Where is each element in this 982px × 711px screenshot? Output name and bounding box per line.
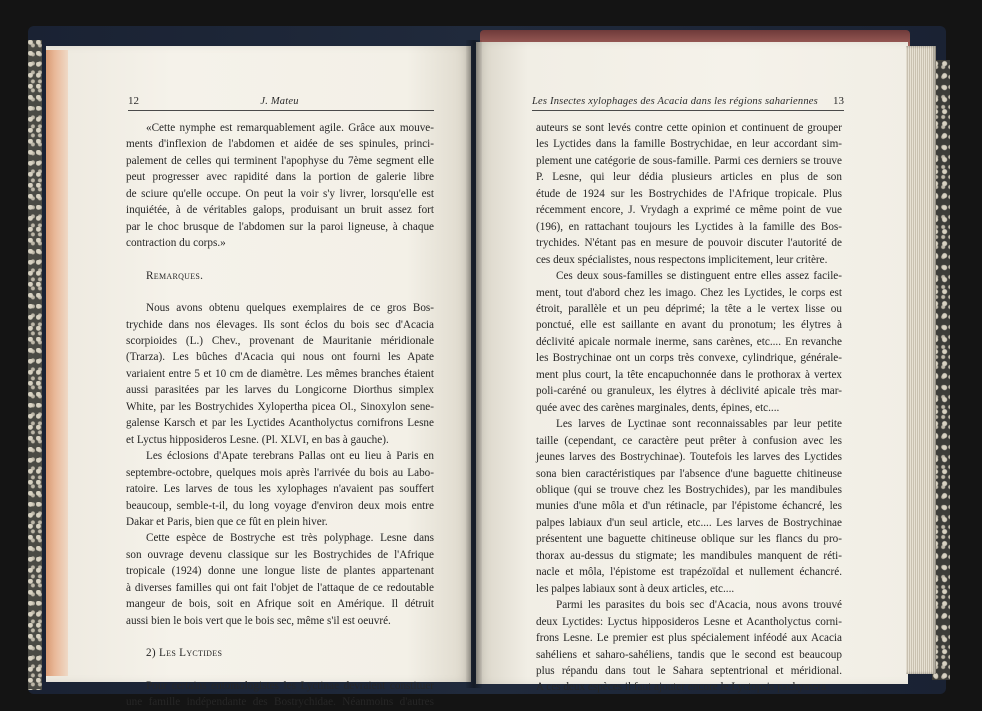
- text-line: [126, 252, 434, 268]
- text-line: son ouvrage devenu classique sur les Bostrychides de l'Afrique: [126, 548, 434, 561]
- text-line: deux Lyctides: Lyctus hipposideros Lesne et Acantholyctus corni-: [536, 615, 842, 628]
- text-line: tropicale (1924) donne une longue liste de plantes appartenant: [126, 565, 434, 578]
- right-page-number: 13: [833, 95, 844, 107]
- text-line: palement de celles qui terminent l'apophyse du 7ème segment elle: [126, 154, 434, 167]
- right-running-title: Les Insectes xylophages des Acacia dans les régions sahariennes: [532, 96, 818, 107]
- text-line: ments d'inflexion de l'abdomen et aidée de ses spinules, princi-: [126, 138, 434, 151]
- text-line: scorpioides (L.) Chev., provenant de Mauritanie méridionale: [126, 334, 434, 347]
- text-line: 2) Les Lyctides: [146, 647, 223, 660]
- text-line: trychides. N'étant pas en mesure de pouvoir discuter l'autorité de: [536, 237, 842, 250]
- text-line: aussi parasitées par les larves du Longicorne Diorthus simplex: [126, 384, 434, 397]
- right-page-header: [532, 95, 844, 111]
- cover-edge-left: [28, 40, 42, 690]
- text-line: mangeur de bois, soit en Afrique soit en Amérique. Il détruit: [126, 598, 434, 611]
- text-line: (Trarza). Les bûches d'Acacia qui nous ont fourni les Apate: [126, 351, 434, 364]
- text-line: palpes labiaux d'un seul article, etc.... Les larves de Bostrychinae: [536, 516, 842, 529]
- text-line: Les éclosions d'Apate terebrans Pallas ont eu lieu à Paris en: [146, 450, 434, 463]
- text-line: sona bien caractéristiques par l'absence d'une baguette chitineuse: [536, 467, 842, 480]
- text-line: Pour certains entomologistes les Lyctinae devraient constituer: [146, 679, 434, 692]
- text-line: auteurs se sont levés contre cette opinion et continuent de grouper: [536, 122, 842, 134]
- text-line: septembre-octobre, quelques mois après l'arrivée du bois au Labo-: [126, 466, 434, 479]
- left-running-title: J. Mateu: [260, 96, 299, 107]
- text-line: aussi bien le bois vert que le bois sec, même s'il est oeuvré.: [126, 614, 391, 627]
- text-line: [126, 662, 434, 678]
- text-line: Cette espèce de Bostryche est très polyphage. Lesne dans: [146, 532, 434, 545]
- text-line: munies d'une môla et d'un rétinacle, par l'épistome échancré, les: [536, 500, 842, 513]
- text-line: Les larves de Lyctinae sont reconnaissables par leur petite: [556, 418, 842, 431]
- text-line: inquiétée, à de véritables galops, produisant un bruit assez fort: [126, 204, 434, 217]
- text-line: contraction du corps.»: [126, 237, 226, 250]
- text-line: beaucoup, semble-t-il, du long voyage d'environ deux mois entre: [126, 499, 434, 512]
- text-line: (196), en rattachant toujours les Lyctides à la famille des Bos-: [536, 220, 842, 233]
- book-spine: [466, 40, 482, 688]
- text-line: ratoire. Les larves de tous les xylophages n'avaient pas souffert: [126, 483, 434, 496]
- text-line: «Cette nymphe est remarquablement agile. Grâce aux mouve-: [146, 122, 434, 134]
- text-line: oblique (qui se trouve chez les Bostrychides), par les mandibules: [536, 483, 842, 496]
- text-line: les Lyctides dans la famille Bostrychidae, en leur accordant sim-: [536, 138, 842, 151]
- text-line: P. Lesne, qui leur dédia plusieurs articles en plus de son: [536, 171, 842, 184]
- left-page-text: [126, 120, 434, 711]
- text-line: ces deux spécialistes, nous respectons implicitement, leur critère.: [536, 253, 828, 266]
- text-line: à diverses familles qui ont fait l'objet de l'attaque de ce redoutable: [126, 581, 434, 594]
- text-line: White, par les Bostrychides Xylopertha picea Ol., Sinoxylon sene-: [126, 400, 434, 413]
- text-line: et Lyctus hipposideros Lesne. (Pl. XLVI, en bas à gauche).: [126, 433, 389, 446]
- text-line: plus répandu dans tout le Sahara septentrional et méridional.: [536, 664, 842, 677]
- left-page-header: [128, 95, 434, 111]
- text-line: déclivité apicale normale inerme, sans carènes, etc.... En revanche: [536, 335, 842, 348]
- text-line: variaient entre 5 et 10 cm de diamètre. Les mêmes branches étaient: [126, 367, 434, 380]
- text-line: [126, 284, 434, 300]
- text-line: étude de 1924 sur les Bostrychides de l'Afrique tropicale. Plus: [536, 187, 842, 200]
- text-line: peut progresser avec rapidité dans la portion de galerie libre: [126, 171, 434, 184]
- text-line: taille (cependant, ce caractère peut prêter à confusion avec les: [536, 434, 842, 447]
- text-line: plement une catégorie de sous-famille. Parmi ces derniers se trouve: [536, 154, 842, 167]
- text-line: une famille indépendante des Bostrychidae. Néanmoins d'autres: [126, 696, 434, 709]
- text-line: nacle et môla, l'épistome est trapézoïdal et nullement échancré.: [536, 566, 842, 579]
- text-line: par le choc brusque de l'abdomen sur la paroi ligneuse, à chaque: [126, 220, 434, 233]
- text-line: jeunes larves des Bostrychinae). Toutefois les larves des Lyctides: [536, 451, 842, 464]
- text-line: récemment encore, J. Vrydagh a exprimé ce même point de vue: [536, 204, 842, 217]
- text-line: ponctué, elle est saillante en avant du pronotum; les élytres à: [536, 319, 842, 332]
- text-line: thorax au-dessus du stigmate; les mandibules manquent de réti-: [536, 549, 842, 562]
- text-line: [126, 629, 434, 645]
- text-line: Parmi les parasites du bois sec d'Acacia, nous avons trouvé: [556, 599, 842, 612]
- text-line: quée avec des carènes marginales, dents, épines, etc....: [536, 401, 780, 414]
- text-line: ment, tout d'abord chez les imago. Chez les Lyctides, le corps est: [536, 286, 842, 299]
- text-line: Dakar et Paris, bien que ce fût en plein hiver.: [126, 515, 328, 528]
- text-line: Remarques.: [146, 269, 204, 282]
- text-line: galense Karsch et par les Lyctides Acantholyctus cornifrons Lesne: [126, 417, 434, 430]
- text-line: frons Lesne. Le premier est plus spécialement inféodé aux Acacia: [536, 632, 842, 645]
- left-page-edge: [46, 50, 68, 676]
- page-stack: [906, 46, 936, 674]
- text-line: de sciure qu'elle occupe. On peut la voir s'y livrer, lorsqu'elle est: [126, 187, 434, 200]
- text-line: les Bostrychinae ont un corps très convexe, cylindrique, générale-: [536, 352, 842, 365]
- text-line: présentent une baguette chitineuse oblique sur les flancs du pro-: [536, 533, 842, 546]
- text-line: ment plus court, la tête encapuchonnée dans le prothorax à vertex: [536, 368, 842, 381]
- text-line: Ces deux sous-familles se distinguent entre elles assez facile-: [556, 270, 842, 283]
- text-line: étroit, parallèle et un peu déprimé; la tête a le vertex lisse ou: [536, 302, 842, 315]
- text-line: trychide dans nos élevages. Ils sont éclos du bois sec d'Acacia: [126, 318, 434, 331]
- text-line: Nous avons obtenu quelques exemplaires de ce gros Bos-: [146, 302, 434, 315]
- text-line: sahéliens et saharo-sahéliens, tandis que le second est beaucoup: [536, 648, 842, 661]
- left-page-number: 12: [128, 95, 139, 107]
- text-line: poli-caréné ou granuleux, les élytres à déclivité apicale très mar-: [536, 385, 842, 398]
- text-line: les palpes labiaux sont à deux articles, etc....: [536, 582, 735, 595]
- right-page-text: [536, 120, 842, 696]
- text-line: A ces deux espèces il faut ajouter encore le Lyctopsis pachymera: [536, 681, 827, 694]
